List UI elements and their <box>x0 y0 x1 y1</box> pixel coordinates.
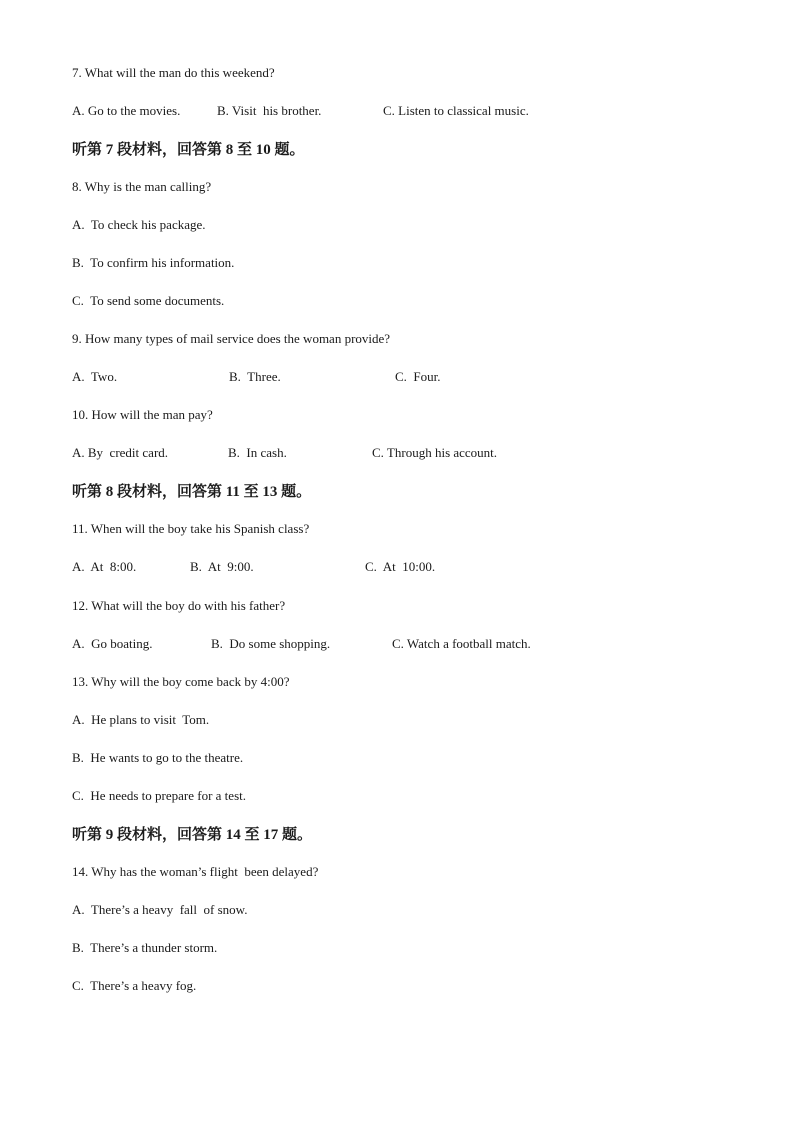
q11-option-c: C. At 10:00. <box>365 559 436 574</box>
q12-option-a: A. Go boating. <box>72 636 153 651</box>
q9-option-a: A. Two. <box>72 369 118 384</box>
q7-option-a: A. Go to the movies. <box>72 103 181 118</box>
question-12: 12. What will the boy do with his father? <box>72 598 286 613</box>
q10-option-b: B. In cash. <box>228 445 287 460</box>
q10-option-c: C. Through his account. <box>372 445 498 460</box>
q9-option-b: B. Three. <box>229 369 281 384</box>
q13-option-c: C. He needs to prepare for a test. <box>72 788 246 803</box>
question-9: 9. How many types of mail service does the woman provide? <box>72 331 391 346</box>
q13-option-b: B. He wants to go to the theatre. <box>72 750 244 765</box>
q8-option-b: B. To confirm his information. <box>72 255 235 270</box>
section-heading-7: 听第 7 段材料，回答第 8 至 10 题。 <box>72 142 305 158</box>
q7-option-c: C. Listen to classical music. <box>383 103 529 118</box>
section-heading-9: 听第 9 段材料，回答第 14 至 17 题。 <box>72 827 313 843</box>
q9-option-c: C. Four. <box>395 369 441 384</box>
q12-option-c: C. Watch a football match. <box>392 636 531 651</box>
q14-option-b: B. There’s a thunder storm. <box>72 940 218 955</box>
question-8: 8. Why is the man calling? <box>72 179 212 194</box>
q12-option-b: B. Do some shopping. <box>211 636 331 651</box>
q13-option-a: A. He plans to visit Tom. <box>72 712 210 727</box>
question-13: 13. Why will the boy come back by 4:00? <box>72 674 290 689</box>
section-heading-8: 听第 8 段材料，回答第 11 至 13 题。 <box>72 484 312 500</box>
q11-option-b: B. At 9:00. <box>190 559 254 574</box>
q10-option-a: A. By credit card. <box>72 445 169 460</box>
question-10: 10. How will the man pay? <box>72 407 213 422</box>
q14-option-c: C. There’s a heavy fog. <box>72 978 197 993</box>
q7-option-b: B. Visit his brother. <box>217 103 322 118</box>
question-14: 14. Why has the woman’s flight been delayed? <box>72 864 319 879</box>
question-11: 11. When will the boy take his Spanish class? <box>72 521 310 536</box>
q8-option-a: A. To check his package. <box>72 217 206 232</box>
q11-option-a: A. At 8:00. <box>72 559 137 574</box>
q8-option-c: C. To send some documents. <box>72 293 225 308</box>
question-7: 7. What will the man do this weekend? <box>72 65 275 80</box>
q14-option-a: A. There’s a heavy fall of snow. <box>72 902 248 917</box>
